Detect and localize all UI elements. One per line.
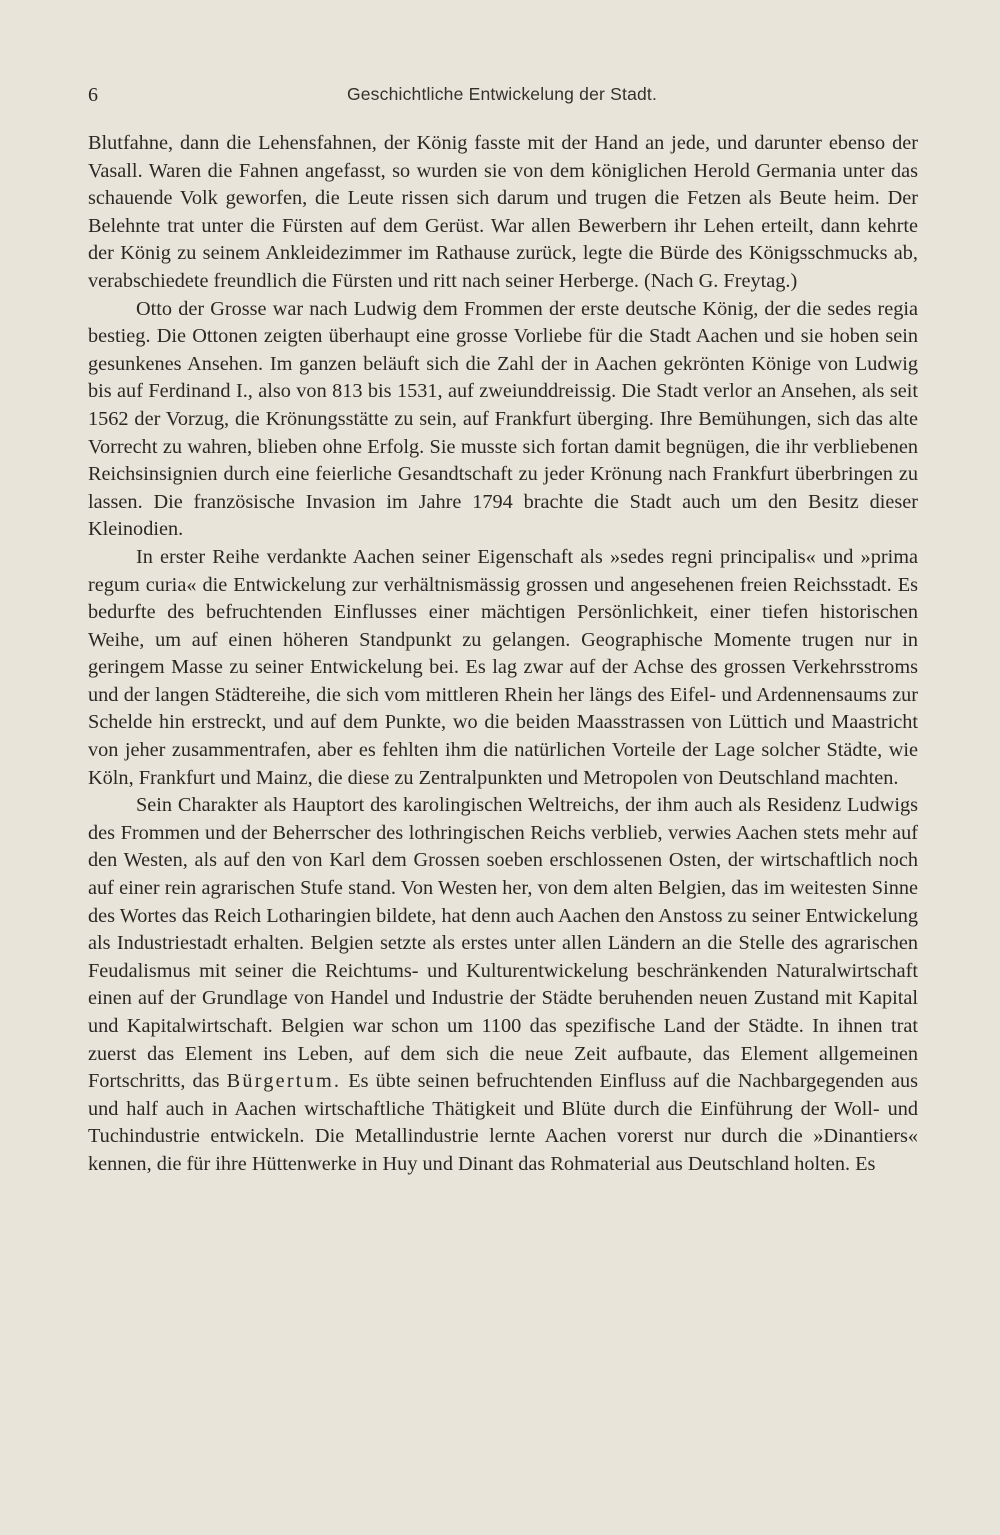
- page-number: 6: [88, 84, 98, 106]
- paragraph-3: In erster Reihe verdankte Aachen seiner Eigenschaft als »sedes regni principalis« und »prima regum curia« die Entwickelung zur verhältnismässig grossen und angesehenen freien Reichsstadt. Es bedurfte des befruchtenden Einflusses einer mächtigen Persönlichkeit, einer tiefen historischen Weihe, um auf einen höheren Standpunkt zu gelangen. Geographische Momente trugen nur in geringem Masse zu seiner Entwickelung bei. Es lag zwar auf der Achse des grossen Verkehrsstroms und der langen Städtereihe, die sich vom mittleren Rhein her längs des Eifel- und Ardennensaums zur Schelde hin erstreckt, und auf dem Punkte, wo die beiden Maasstrassen von Lüttich und Maastricht von jeher zusammentrafen, aber es fehlten ihm die natürlichen Vorteile der Lage solcher Städte, wie Köln, Frankfurt und Mainz, die diese zu Zentralpunkten und Metropolen von Deutschland machten.: [88, 545, 918, 789]
- emphasized-word: Bürgertum.: [226, 1070, 342, 1093]
- paragraph-4: [88, 792, 918, 1178]
- paragraph-4-part-b: Es übte seinen befruchtenden Einfluss auf die Nachbargegenden aus und half auch in Aachen wirtschaftliche Thätigkeit und Blüte durch die Einführung der Woll- und Tuchindustrie entwickeln. Die Metallindustrie lernte Aachen vorerst nur durch die »Dinantiers« kennen, die für ihre Hüttenwerke in Huy und Dinant das Rohmaterial aus Deutschland holten. Es: [88, 1070, 918, 1175]
- paragraph-1: Blutfahne, dann die Lehensfahnen, der König fasste mit der Hand an jede, und darunter ebenso der Vasall. Waren die Fahnen angefasst, so wurden sie von dem königlichen Herold Germania unter das schauende Volk geworfen, die Leute rissen sich darum und trugen die Fetzen als Beute heim. Der Belehnte trat unter die Fürsten auf dem Gerüst. War allen Bewerbern ihr Lehen erteilt, dann kehrte der König zu seinem Ankleidezimmer im Rathause zurück, legte die Bürde des Königsschmucks ab, verabschiedete freundlich die Fürsten und ritt nach seiner Herberge. (Nach G. Freytag.): [88, 132, 918, 292]
- paragraph-2: Otto der Grosse war nach Ludwig dem Frommen der erste deutsche König, der die sedes regia bestieg. Die Ottonen zeigten überhaupt eine grosse Vorliebe für die Stadt Aachen und sie hoben sein gesunkenes Ansehen. Im ganzen beläuft sich die Zahl der in Aachen gekrönten Könige von Ludwig bis auf Ferdinand I., also von 813 bis 1531, auf zweiunddreissig. Die Stadt verlor an Ansehen, als seit 1562 der Vorzug, die Krönungsstätte zu sein, auf Frankfurt überging. Ihre Bemühungen, sich das alte Vorrecht zu wahren, blieben ohne Erfolg. Sie musste sich fortan damit begnügen, die ihr verbliebenen Reichsinsignien durch eine feierliche Gesandtschaft zu jeder Krönung nach Frankfurt überbringen zu lassen. Die französische Invasion im Jahre 1794 brachte die Stadt auch um den Besitz dieser Kleinodien.: [88, 297, 918, 541]
- body-text: [88, 130, 918, 1179]
- paragraph-4-part-a: Sein Charakter als Hauptort des karolingischen Weltreichs, der ihm auch als Residenz Ludwigs des Frommen und der Beherrscher des lothringischen Reichs verblieb, verwies Aachen stets mehr auf den Westen, als auf den von Karl dem Grossen soeben erschlossenen Osten, der wirtschaftlich noch auf einer rein agrarischen Stufe stand. Von Westen her, von dem alten Belgien, das im weitesten Sinne des Wortes das Reich Lotharingien bildete, hat denn auch Aachen den Anstoss zu seiner Entwickelung als Industriestadt erhalten. Belgien setzte als erstes unter allen Ländern an die Stelle des agrarischen Feudalismus mit seiner die Reichtums- und Kulturentwickelung beschränkenden Naturalwirtschaft einen auf der Grundlage von Handel und Industrie der Städte beruhenden neuen Zustand mit Kapital und Kapitalwirtschaft. Belgien war schon um 1100 das spezifische Land der Städte. In ihnen trat zuerst das Element ins Leben, auf dem sich die neue Zeit aufbaute, das Element allgemeinen Fortschritts, das: [88, 794, 918, 1093]
- running-head: Geschichtliche Entwickelung der Stadt.: [346, 84, 658, 104]
- page-header: [88, 84, 916, 114]
